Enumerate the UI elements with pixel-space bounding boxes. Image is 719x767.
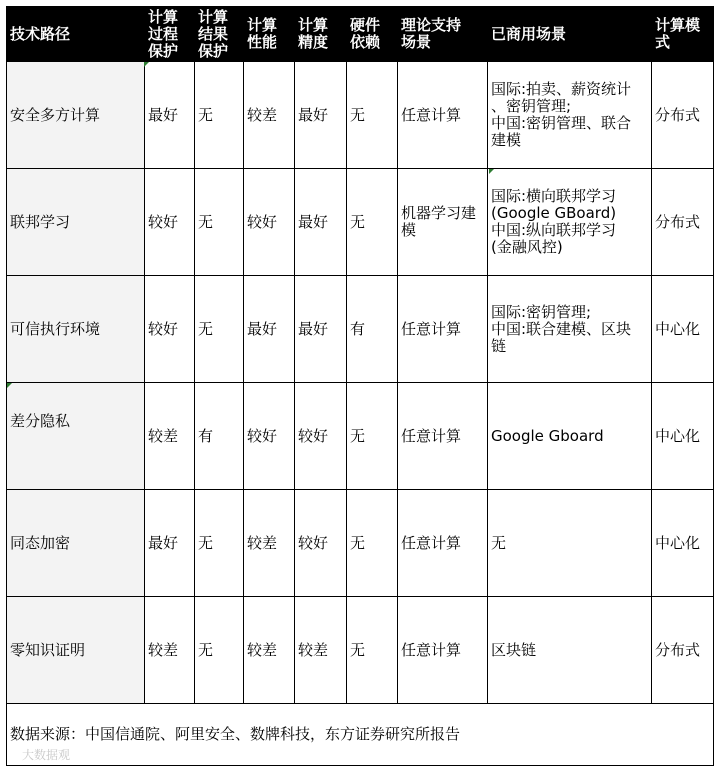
table-row — [7, 597, 714, 704]
header-line: 过程 — [148, 24, 179, 43]
cell-result: 无 — [195, 276, 244, 383]
cell-commercial — [488, 490, 652, 597]
cell-mode: 中心化 — [652, 490, 714, 597]
cell-process: 较好 — [145, 169, 195, 276]
cell-line: (Google GBoard) — [491, 204, 617, 222]
watermark-logo: 大数据观 — [22, 748, 71, 762]
cell-line: 区块链 — [491, 640, 537, 659]
cell-marker-icon — [7, 383, 12, 388]
cell-process: 较差 — [145, 597, 195, 704]
column-header — [145, 7, 195, 62]
cell-precision: 较差 — [295, 597, 347, 704]
cell-tech: 安全多方计算 — [7, 62, 145, 169]
header-line: 技术路径 — [10, 24, 71, 43]
cell-mode: 分布式 — [652, 597, 714, 704]
header-line: 计算 — [198, 7, 229, 26]
cell-commercial — [488, 597, 652, 704]
column-header — [195, 7, 244, 62]
cell-line: 链 — [491, 336, 507, 355]
cell-line: 、密钥管理; — [491, 97, 572, 115]
cell-process: 较差 — [145, 383, 195, 490]
table-row — [7, 383, 714, 490]
cell-line: 建模 — [491, 131, 522, 149]
header-line: 式 — [655, 33, 671, 51]
table-body — [7, 62, 714, 704]
cell-line: 国际:横向联邦学习 — [491, 187, 617, 205]
cell-hardware: 无 — [347, 490, 398, 597]
cell-theory: 任意计算 — [398, 597, 488, 704]
cell-theory: 任意计算 — [398, 276, 488, 383]
cell-marker-icon — [489, 169, 494, 174]
source-note: 数据来源：中国信通院、阿里安全、数牌科技，东方证券研究所报告 — [7, 704, 714, 766]
cell-result: 无 — [195, 62, 244, 169]
cell-line: 中国:密钥管理、联合 — [491, 114, 632, 132]
cell-precision: 较好 — [295, 490, 347, 597]
header-line: 场景 — [401, 33, 432, 51]
cell-tech: 可信执行环境 — [7, 276, 145, 383]
comparison-table — [6, 6, 714, 766]
cell-tech: 零知识证明 — [7, 597, 145, 704]
cell-hardware: 无 — [347, 383, 398, 490]
cell-line: 国际:密钥管理; — [491, 302, 592, 321]
cell-commercial — [488, 62, 652, 169]
source-row — [7, 704, 714, 766]
column-header — [244, 7, 295, 62]
cell-commercial — [488, 169, 652, 276]
cell-theory: 任意计算 — [398, 490, 488, 597]
cell-performance: 较差 — [244, 597, 295, 704]
header-line: 保护 — [198, 41, 229, 60]
cell-performance: 较好 — [244, 169, 295, 276]
header-line: 理论支持 — [401, 16, 462, 34]
header-line: 性能 — [247, 33, 278, 51]
header-line: 计算模 — [655, 16, 701, 34]
cell-precision: 较好 — [295, 383, 347, 490]
cell-precision: 最好 — [295, 276, 347, 383]
cell-mode: 分布式 — [652, 169, 714, 276]
table-row — [7, 276, 714, 383]
cell-performance: 较差 — [244, 62, 295, 169]
cell-line: 中国:联合建模、区块 — [491, 319, 632, 338]
header-line: 保护 — [148, 41, 179, 60]
header-line: 结果 — [198, 24, 229, 43]
cell-line: 无 — [491, 533, 507, 552]
cell-marker-icon — [144, 62, 149, 67]
cell-performance: 最好 — [244, 276, 295, 383]
cell-line: (金融风控) — [491, 238, 563, 256]
cell-precision: 最好 — [295, 169, 347, 276]
cell-mode: 中心化 — [652, 383, 714, 490]
column-header — [7, 7, 145, 62]
cell-line: 国际:拍卖、薪资统计 — [491, 80, 632, 98]
header-line: 硬件 — [350, 16, 381, 34]
column-header — [652, 7, 714, 62]
cell-theory: 任意计算 — [398, 383, 488, 490]
cell-tech: 同态加密 — [7, 490, 145, 597]
table-row — [7, 490, 714, 597]
cell-commercial — [488, 276, 652, 383]
cell-result: 无 — [195, 490, 244, 597]
cell-mode: 中心化 — [652, 276, 714, 383]
cell-hardware: 无 — [347, 62, 398, 169]
cell-result: 有 — [195, 383, 244, 490]
header-line: 计算 — [298, 16, 329, 34]
header-line: 精度 — [298, 33, 329, 51]
cell-process: 较好 — [145, 276, 195, 383]
table-row — [7, 169, 714, 276]
cell-hardware: 无 — [347, 169, 398, 276]
column-header — [398, 7, 488, 62]
cell-hardware: 无 — [347, 597, 398, 704]
column-header — [488, 7, 652, 62]
cell-theory: 机器学习建模 — [398, 169, 488, 276]
header-line: 计算 — [148, 7, 179, 26]
column-header — [295, 7, 347, 62]
cell-tech: 联邦学习 — [7, 169, 145, 276]
cell-commercial — [488, 383, 652, 490]
cell-process: 最好 — [145, 490, 195, 597]
cell-performance: 较差 — [244, 490, 295, 597]
cell-theory: 任意计算 — [398, 62, 488, 169]
header-line: 已商用场景 — [491, 24, 567, 43]
cell-performance: 较好 — [244, 383, 295, 490]
cell-result: 无 — [195, 597, 244, 704]
cell-mode: 分布式 — [652, 62, 714, 169]
header-row — [7, 7, 714, 62]
cell-precision: 最好 — [295, 62, 347, 169]
cell-tech: 差分隐私 — [7, 383, 145, 490]
cell-result: 无 — [195, 169, 244, 276]
cell-hardware: 有 — [347, 276, 398, 383]
cell-line: Google Gboard — [491, 426, 604, 445]
header-line: 计算 — [247, 16, 278, 34]
table-row — [7, 62, 714, 169]
column-header — [347, 7, 398, 62]
cell-process: 最好 — [145, 62, 195, 169]
header-line: 依赖 — [350, 33, 381, 51]
cell-line: 中国:纵向联邦学习 — [491, 221, 617, 239]
